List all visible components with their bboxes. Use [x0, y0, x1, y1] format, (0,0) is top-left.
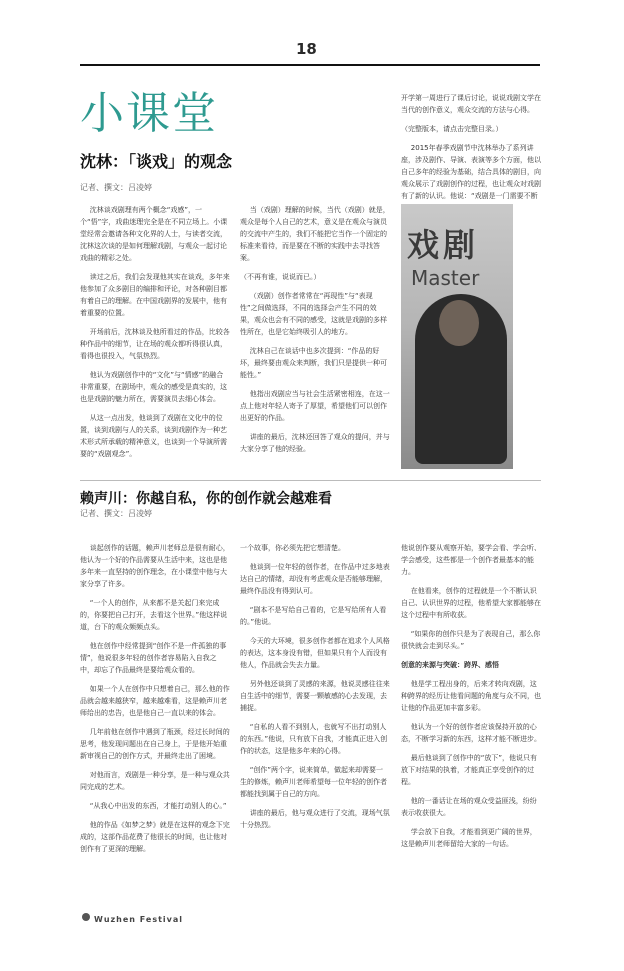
- paragraph: 对他而言，戏剧是一种分享，是一种与观众共同完成的艺术。: [80, 771, 230, 791]
- paragraph: 他谈到一位年轻的创作者，在作品中过多地表达自己的情绪，却没有考虑观众是否能够理解，最终作品没有得到认可。: [240, 563, 390, 595]
- speaker-face: [439, 300, 479, 346]
- article-divider: [80, 480, 541, 481]
- article2-column-3: [401, 542, 541, 892]
- article1-column-3: [401, 92, 541, 200]
- paragraph: （完整版本，请点击完整目录。）: [401, 125, 503, 133]
- paragraph: 他认为一个好的创作者应该保持开放的心态，不断学习新的东西，这样才能不断进步。: [401, 723, 541, 743]
- paragraph: 讲座的最后，沈林还回答了观众的提问，并与大家分享了他的经验。: [240, 433, 390, 453]
- page-number: 18: [296, 40, 317, 58]
- paragraph: 如果一个人在创作中只想着自己，那么他的作品就会越来越狭窄，越来越难看，这是赖声川老师给出的忠告，也是他自己一直以来的体会。: [80, 685, 230, 717]
- footer-logo-mark: [82, 913, 90, 921]
- paragraph: 当（戏剧）理解的时候，当代（戏剧）就是，观众是每个人自己的艺术，意义是在观众与演员的交流中产生的，我们不能把它当作一个固定的标准来看待，而是要在不断的实践中去寻找答案。: [240, 206, 390, 262]
- paragraph: “剧本不是写给自己看的，它是写给所有人看的。”他说。: [240, 606, 387, 626]
- paragraph: 他是学工程出身的，后来才转向戏剧，这种跨界的经历让他看问题的角度与众不同，也让他的作品更加丰富多彩。: [401, 680, 541, 712]
- footer-logo: Wuzhen Festival: [94, 915, 184, 924]
- paragraph: 他的一番话让在场的观众受益匪浅，纷纷表示收获很大。: [401, 797, 537, 817]
- paragraph: 开学第一周进行了课后讨论，说说戏剧文学在当代的创作意义，观众交流的方法与心得。: [401, 94, 541, 114]
- article1-byline: 记者、撰文：吕凌婷: [80, 183, 152, 192]
- paragraph: 读过之后，我们会发现他其实在谈戏，多年来他参加了众多剧目的编排和评论，对各种剧目都有着自己的理解。在中国戏剧界的发展中，他有着重要的位置。: [80, 273, 230, 317]
- paragraph: “从我心中出发的东西，才能打动别人的心。”: [89, 802, 227, 810]
- article1-column-1: [80, 204, 230, 474]
- article2-column-1: [80, 542, 230, 892]
- paragraph: 最后他谈到了创作中的“放下”，他说只有放下对结果的执着，才能真正享受创作的过程。: [401, 754, 538, 786]
- paragraph: “自私的人看不到别人，也就写不出打动别人的东西。”他说，只有放下自我，才能真正进入创作的状态，这是他多年来的心得。: [240, 723, 388, 755]
- article2-column-2: [240, 542, 390, 892]
- article2-title: 赖声川：你越自私，你的创作就会越难看: [80, 491, 332, 507]
- paragraph: “创作”两个字，说来简单，做起来却需要一生的修炼，赖声川老师希望每一位年轻的创作者都能找到属于自己的方向。: [240, 766, 387, 798]
- paragraph: 讲座的最后，他与观众进行了交流，现场气氛十分热烈。: [240, 809, 390, 829]
- paragraph: 他在创作中经常提到“创作不是一件孤独的事情”，他说很多年轻的创作者容易陷入自我之中，却忘了作品最终是要给观众看的。: [80, 642, 227, 674]
- paragraph: 在他看来，创作的过程就是一个不断认识自己、认识世界的过程，他希望大家都能够在这个过程中有所收获。: [401, 587, 541, 619]
- paragraph: 他说创作要从观察开始，要学会看、学会听、学会感受，这些都是一个创作者最基本的能力。: [401, 544, 541, 576]
- paragraph: 他指出戏剧应当与社会生活紧密相连，在这一点上他对年轻人寄予了厚望，希望他们可以创作出更好的作品。: [240, 390, 390, 422]
- paragraph: 沈林自己在谈话中也多次提到：“作品的好坏，最终要由观众来判断，我们只是提供一种可能性。”: [240, 347, 387, 379]
- paragraph: 他的作品《如梦之梦》就是在这样的观念下完成的，这部作品花费了他很长的时间，也让他对创作有了更深的理解。: [80, 821, 230, 853]
- paragraph: 2015年春季戏剧节中沈林举办了系列讲座，涉及剧作、导演、表演等多个方面，他以自己多年的经验为基础，结合具体的剧目，向观众展示了戏剧创作的过程，也让观众对戏剧有了新的认识。他说：“戏剧是一门需要不断: [401, 144, 541, 200]
- paragraph: 另外他还谈到了灵感的来源，他说灵感往往来自生活中的细节，需要一颗敏感的心去发现，去捕捉。: [240, 680, 390, 712]
- article2-byline: 记者、撰文：吕凌婷: [80, 509, 152, 518]
- paragraph: “如果你的创作只是为了表现自己，那么你很快就会走到尽头。”: [401, 630, 541, 650]
- paragraph: （戏剧）创作者常常在“再现性”与“表现性”之间做选择，不同的选择会产生不同的效果，观众也会有不同的感受，这就是戏剧的多样性所在，也是它始终吸引人的地方。: [240, 292, 387, 336]
- paragraph: 今天的大环境，很多创作者都在追求个人风格的表达，这本身没有错，但如果只有个人而没有他人，作品就会失去力量。: [240, 637, 390, 669]
- paragraph: 学会放下自我，才能看到更广阔的世界，这是赖声川老师留给大家的一句话。: [401, 828, 537, 848]
- section-kicker: 小课堂: [80, 88, 218, 139]
- photo-sign-english: Master: [411, 266, 480, 290]
- speaker-photo: [401, 204, 513, 469]
- article1-title: 沈林：「谈戏」的观念: [80, 152, 233, 171]
- paragraph: 他认为戏剧创作中的“文化”与“情感”的融合非常重要，在剧场中，观众的感受是真实的，这也是戏剧的魅力所在，需要演员去细心体会。: [80, 371, 227, 403]
- paragraph: 从这一点出发，他谈到了戏剧在文化中的位置，谈到戏剧与人的关系，谈到戏剧作为一种艺术形式所承载的精神意义，也谈到一个导演所需要的“戏剧观念”。: [80, 414, 227, 458]
- paragraph: 一个故事，你必须先把它想清楚。: [240, 544, 345, 552]
- paragraph: 开场前后，沈林谈及他所看过的作品，比较各种作品中的细节，让在场的观众都听得很认真，看得也很投入，气氛热烈。: [80, 328, 230, 360]
- paragraph: （不再有谁，说说而已。）: [240, 273, 321, 281]
- photo-sign-chinese: 戏剧: [407, 226, 480, 264]
- paragraph: 几年前他在创作中遇到了瓶颈，经过长时间的思考，他发现问题出在自己身上，于是他开始重新审视自己的创作方式，并最终走出了困境。: [80, 728, 230, 760]
- subheading: 创意的来源与突破：跨界、感悟: [401, 661, 499, 669]
- paragraph: 沈林谈戏剧理有两个概念“戏感”，一个“悟”字，戏曲迷理完全是在不同立场上。小课堂经常会邀请各种文化界的人士，与读者交流，沈林这次谈的是如何理解戏剧，与观众一起讨论戏曲的精彩之处。: [80, 206, 228, 262]
- paragraph: “一个人的创作，从来都不是关起门来完成的，你要把自己打开，去看这个世界。”他这样说道，台下的观众频频点头。: [80, 599, 228, 631]
- paragraph: 谈起创作的话题，赖声川老师总是很有耐心，他认为一个好的作品需要从生活中来，这也是他多年来一直坚持的创作理念，在小课堂中他与大家分享了许多。: [80, 544, 230, 588]
- top-rule: [80, 64, 540, 66]
- article1-column-2: [240, 204, 390, 474]
